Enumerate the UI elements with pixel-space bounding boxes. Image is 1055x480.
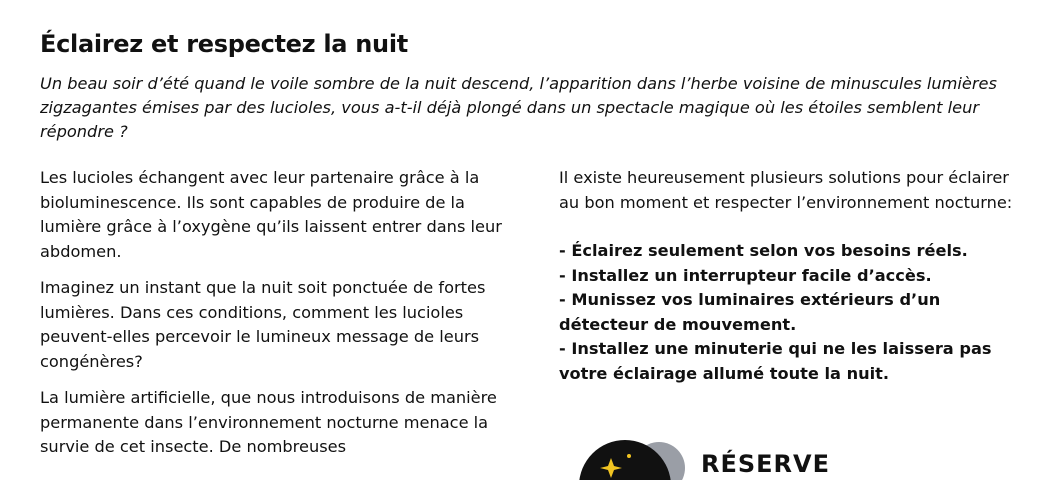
solution-item: - Munissez vos luminaires extérieurs d’un détecteur de mouvement. xyxy=(559,290,941,334)
solutions-list xyxy=(559,239,1029,386)
article-intro: Un beau soir d’été quand le voile sombre de la nuit descend, l’apparition dans l’herbe voisine de minuscules lumières zigzagantes émises par des lucioles, vous a-t-il déjà plongé dans un spectacle magique où les étoiles semblent leur répondre ? xyxy=(40,74,997,141)
small-star-shape xyxy=(627,454,631,458)
paragraph-fireflies: Les lucioles échangent avec leur partenaire grâce à la bioluminescence. Ils sont capables de produire de la lumière grâce à l’oxygène qu’ils laissent entrer dans leur abdomen. xyxy=(40,168,502,261)
paragraph-strong-lights: Imaginez un instant que la nuit soit ponctuée de fortes lumières. Dans ces conditions, comment les lucioles peuvent-elles percevoir le lumineux message de leurs congénères? xyxy=(40,278,486,371)
starry-night-logo-icon xyxy=(559,438,699,480)
solution-item: - Éclairez seulement selon vos besoins réels. xyxy=(559,241,968,260)
solution-item: - Installez une minuterie qui ne les laissera pas votre éclairage allumé toute la nuit. xyxy=(559,339,992,383)
solution-item: - Installez un interrupteur facile d’accès. xyxy=(559,265,932,285)
logo-text: RÉSERVE xyxy=(701,450,831,478)
left-column xyxy=(40,166,510,472)
paragraph-artificial-light: La lumière artificielle, que nous introduisons de manière permanente dans l’environnement nocturne menace la survie de cet insecte. De nombreuses xyxy=(40,388,497,456)
article-title: Éclairez et respectez la nuit xyxy=(40,30,408,58)
right-column xyxy=(559,166,1029,386)
solutions-intro: Il existe heureusement plusieurs solutions pour éclairer au bon moment et respecter l’environnement nocturne: xyxy=(559,168,1013,212)
